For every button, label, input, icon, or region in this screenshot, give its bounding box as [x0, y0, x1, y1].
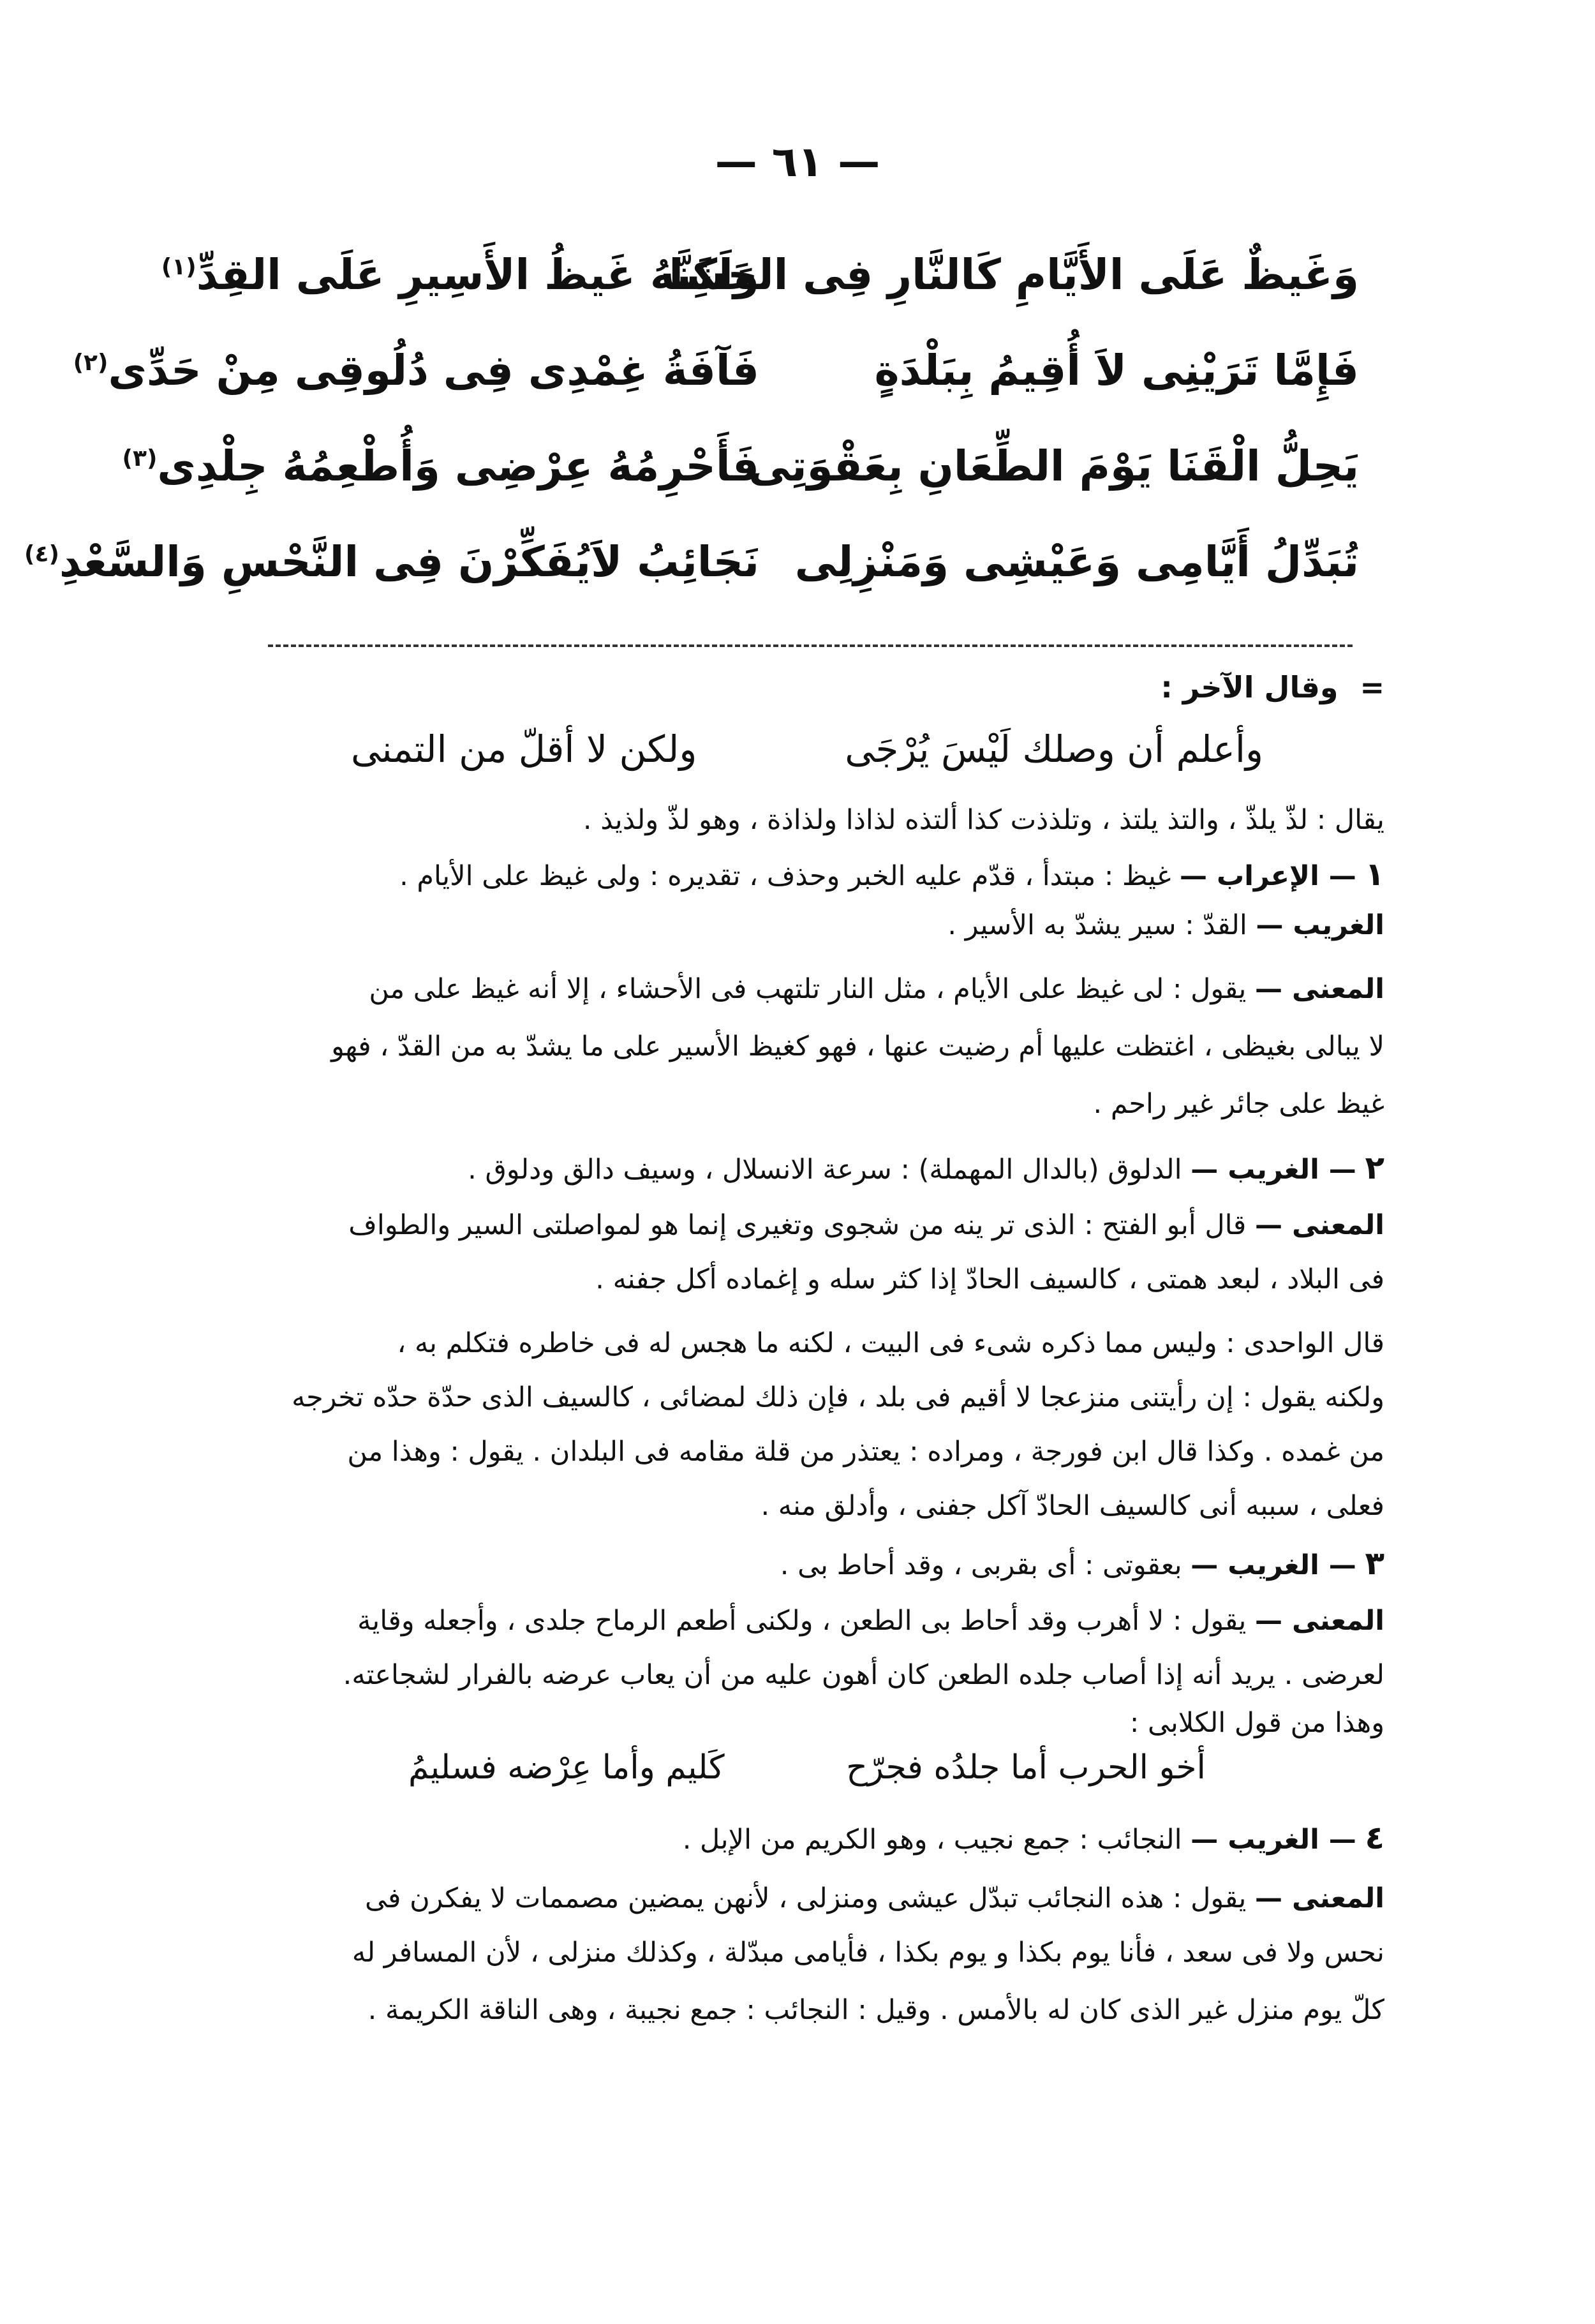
note-line [211, 1704, 1384, 1742]
note-number: ٢ [1365, 1149, 1384, 1186]
note-label: — الإعراب — [1180, 860, 1356, 892]
hemistich-second [122, 441, 759, 491]
hemistich-second [24, 537, 759, 586]
note-text: يقول : هذه النجائب تبدّل عيشى ومنزلى ، لأنهن يمضين مصممات لا يفكرن فى [365, 1882, 1255, 1914]
intro-line [1161, 670, 1384, 704]
note-text: وهذا من قول الكلابى : [1129, 1707, 1384, 1739]
hemistich-second [161, 250, 759, 299]
note-text: بعقوتى : أى بقربى ، وقد أحاط بى . [780, 1549, 1191, 1581]
hemistich-text: نَجَائِبُ لاَيُفَكِّرْنَ فِى النَّحْسِ وَالسَّعْدِ [59, 537, 759, 586]
kilabi-verse [408, 1748, 1206, 1787]
hemistich-second [73, 345, 759, 395]
note-line [211, 1933, 1384, 1972]
note-line [211, 801, 1384, 839]
note-text: فى البلاد ، لبعد همتى ، كالسيف الحادّ إذا كثر سله و إغماده أكل جفنه . [595, 1263, 1384, 1295]
note-text: النجائب : جمع نجيب ، وهو الكريم من الإبل . [682, 1824, 1191, 1856]
note-line [211, 1378, 1384, 1417]
note-text: قال الواحدى : وليس مما ذكره شىء فى البيت ، لكنه ما هجس له فى خاطره فتكلم به ، [397, 1327, 1384, 1359]
note-line [211, 1544, 1384, 1584]
note-line [242, 1324, 1384, 1362]
note-text: يقول : لا أهرب وقد أحاط بى الطعن ، ولكنى أطعم الرماح جلدى ، وأجعله وقاية [357, 1605, 1255, 1637]
note-line [211, 1433, 1384, 1471]
note-text: ولكنه يقول : إن رأيتنى منزعجا لا أقيم فى بلد ، فإن ذلك لمضائى ، كالسيف الذى حدّة حدّه تخرجه [292, 1382, 1384, 1413]
note-label: المعنى — [1254, 973, 1384, 1005]
poem-verse-2 [73, 332, 1359, 408]
note-line [211, 1149, 1384, 1189]
note-label: المعنى — [1254, 1209, 1384, 1241]
note-line [211, 1819, 1384, 1859]
note-number: ٣ [1365, 1545, 1384, 1582]
note-label: — الغريب — [1191, 1154, 1356, 1186]
footnote-divider [268, 644, 1353, 647]
note-text: يقال : لذّ يلذّ ، والتذ يلتذ ، وتلذذت كذا ألتذه لذاذا ولذاذة ، وهو لذّ ولذيذ . [582, 804, 1384, 836]
note-line [242, 1206, 1384, 1244]
note-text: نحس ولا فى سعد ، فأنا يوم بكذا و يوم بكذا ، فأيامى مبدّلة ، وكذلك منزلى ، لأن المسافر له [352, 1937, 1384, 1969]
intro-text: وقال الآخر : [1161, 670, 1339, 704]
note-line [211, 1085, 1384, 1123]
poem-verse-4 [24, 523, 1359, 600]
footnote-marker: (٤) [24, 540, 59, 567]
note-number: ٤ [1365, 1819, 1384, 1856]
note-line [242, 1879, 1384, 1918]
note-label: المعنى — [1254, 1605, 1384, 1637]
footnote-marker: (١) [161, 253, 197, 280]
quoted-hemistich-second: ولكن لا أقلّ من التمنى [351, 727, 697, 771]
note-text: القدّ : سير يشدّ به الأسير . [947, 909, 1256, 941]
hemistich-text: فَأَحْرِمُهُ عِرْضِى وَأُطْعِمُهُ جِلْدِى [157, 441, 759, 491]
note-text: الدلوق (بالدال المهملة) : سرعة الانسلال ، وسيف دالق ودلوق . [468, 1154, 1191, 1186]
note-text: لعرضى . يريد أنه إذا أصاب جلده الطعن كان أهون عليه من أن يعاب عرضه بالفرار لشجاعته. [343, 1659, 1384, 1691]
kilabi-hemistich-first: أخو الحرب أما جلدُه فجرّح [846, 1748, 1206, 1787]
note-line [242, 906, 1384, 944]
note-line [211, 1991, 1384, 2029]
note-line [242, 970, 1384, 1008]
footnote-marker: (٣) [122, 445, 158, 472]
hemistich-first: وَغَيظٌ عَلَى الأَيَّامِ كَالنَّارِ فِى الحَشَا [669, 250, 1359, 299]
note-text: قال أبو الفتح : الذى تر ينه من شجوى وتغيرى إنما هو لمواصلتى السير والطواف [348, 1209, 1255, 1241]
note-text: غيظ على جائر غير راحم . [1093, 1088, 1384, 1120]
note-line [211, 1260, 1384, 1299]
note-line [211, 855, 1384, 895]
kilabi-hemistich-second: كَليم وأما عِرْضه فسليمُ [408, 1748, 725, 1787]
note-line [211, 1027, 1384, 1066]
note-text: لا يبالى بغيظى ، اغتظت عليها أم رضيت عنها ، فهو كغيظ الأسير على ما يشدّ به من القدّ ، فهو [331, 1031, 1384, 1062]
note-label: — الغريب — [1191, 1824, 1356, 1856]
poem-verse-1 [161, 236, 1359, 313]
footnote-marker: (٢) [73, 349, 108, 376]
note-label: — الغريب — [1191, 1549, 1356, 1581]
note-text: فعلى ، سببه أنى كالسيف الحادّ آكل جفنى ، وأدلق منه . [760, 1490, 1384, 1522]
hemistich-first: تُبَدِّلُ أَيَّامِى وَعَيْشِى وَمَنْزِلِى [794, 537, 1359, 586]
note-label: المعنى — [1254, 1882, 1384, 1914]
quoted-hemistich-first: وأعلم أن وصلك لَيْسَ يُرْجَى [845, 727, 1263, 771]
note-label: الغريب — [1256, 909, 1384, 941]
quoted-verse [351, 727, 1263, 771]
page-number: — ٦١ — [715, 137, 880, 186]
hemistich-text: فَآفَةُ غِمْدِى فِى دُلُوقِى مِنْ حَدِّى [108, 345, 759, 395]
hemistich-first: يَحِلُّ الْقَنَا يَوْمَ الطِّعَانِ بِعَقْوَتِى [748, 441, 1359, 491]
note-line [211, 1487, 1384, 1525]
hemistich-text: وَلَكِنَّهُ غَيظُ الأَسِيرِ عَلَى القِدِّ [196, 250, 759, 299]
note-text: كلّ يوم منزل غير الذى كان له بالأمس . وقيل : النجائب : جمع نجيبة ، وهى الناقة الكريمة . [367, 1994, 1384, 2026]
poem-verse-3 [122, 428, 1359, 504]
note-text: غيظ : مبتدأ ، قدّم عليه الخبر وحذف ، تقديره : ولى غيظ على الأيام . [399, 860, 1180, 892]
intro-marker: = [1360, 670, 1384, 704]
note-number: ١ [1365, 856, 1384, 893]
hemistich-first: فَإِمَّا تَرَيْنِى لاَ أُقِيمُ بِبَلْدَةٍ [874, 345, 1359, 395]
note-text: يقول : لى غيظ على الأيام ، مثل النار تلتهب فى الأحشاء ، إلا أنه غيظ على من [369, 973, 1255, 1005]
note-line [211, 1656, 1384, 1694]
note-text: من غمده . وكذا قال ابن فورجة ، ومراده : يعتذر من قلة مقامه فى البلدان . يقول : وهذا من [347, 1436, 1384, 1468]
note-line [242, 1602, 1384, 1640]
